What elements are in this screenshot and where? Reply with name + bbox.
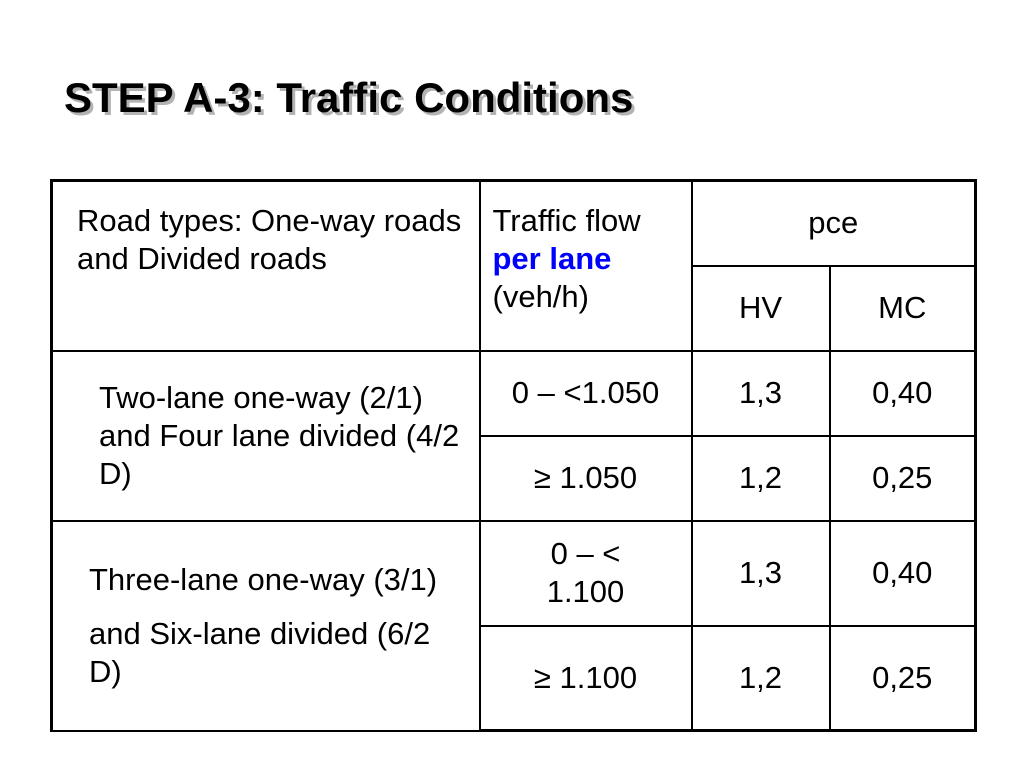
road-type-group-2 [52,521,480,731]
road-type-group-1: Two-lane one-way (2/1) and Four lane divided (4/2 D) [52,351,480,521]
hv-cell: 1,2 [692,436,830,521]
flow-cell: 0 – <1.050 [480,351,692,436]
hv-header: HV [692,266,830,351]
traffic-flow-label: Traffic flow [492,203,641,238]
pce-header: pce [692,181,976,266]
mc-cell: 0,40 [830,521,976,626]
road-type-group-2-line1: Three-lane one-way (3/1) [89,561,438,597]
traffic-flow-header [480,181,692,351]
slide-title: STEP A-3: Traffic Conditions [64,74,634,121]
table-row [52,351,976,436]
road-type-group-2-line2: and Six-lane divided (6/2 D) [89,615,431,689]
flow-cell: ≥ 1.100 [480,626,692,731]
flow-cell: 0 – < 1.100 [480,521,692,626]
mc-cell: 0,25 [830,436,976,521]
mc-cell: 0,25 [830,626,976,731]
flow-unit-label: (veh/h) [492,279,589,314]
hv-cell: 1,2 [692,626,830,731]
mc-header: MC [830,266,976,351]
mc-cell: 0,40 [830,351,976,436]
per-lane-label: per lane [492,241,612,276]
pce-table [50,179,977,732]
header-row [52,181,976,266]
table-row [52,521,976,626]
flow-cell: ≥ 1.050 [480,436,692,521]
road-types-header: Road types: One-way roads and Divided roads [52,181,480,351]
hv-cell: 1,3 [692,521,830,626]
hv-cell: 1,3 [692,351,830,436]
